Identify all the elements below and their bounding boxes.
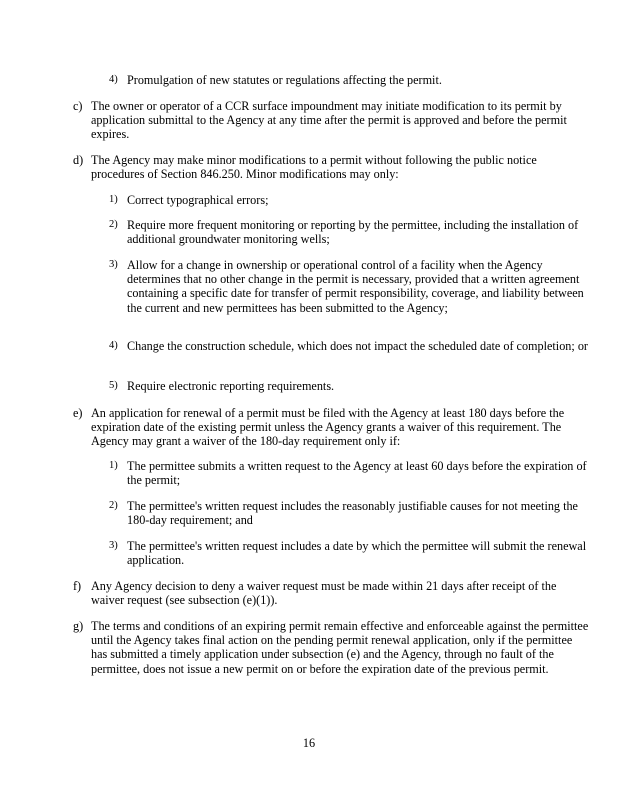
list-item	[109, 339, 591, 353]
list-item	[109, 459, 591, 487]
list-item	[109, 258, 591, 315]
list-item	[109, 379, 591, 393]
page-number: 16	[302, 736, 316, 750]
item-text: Require more frequent monitoring or reporting by the permittee, including the installation of additional groundwater monitoring wells;	[127, 218, 579, 247]
item-label: 4)	[109, 340, 118, 351]
item-text: Require electronic reporting requirements.	[127, 379, 335, 393]
item-label: 1)	[109, 194, 118, 205]
item-text: Change the construction schedule, which does not impact the scheduled date of completion; or	[127, 339, 588, 353]
item-text: Correct typographical errors;	[127, 193, 269, 207]
item-label: d)	[73, 153, 84, 167]
list-item	[73, 153, 591, 181]
list-item	[109, 193, 591, 207]
item-text: The terms and conditions of an expiring permit remain effective and enforceable against the permittee until the Agency takes final action on the pending permit renewal application, only if the permittee has submitted a timely application under subsection (e) and the Agency, through no fault of the permittee, does not issue a new permit on or before the expiration date of the previous permit.	[91, 619, 589, 676]
item-label: c)	[73, 99, 83, 113]
item-text: An application for renewal of a permit must be filed with the Agency at least 180 days before the expiration date of the existing permit unless the Agency grants a waiver of this requirement. The Agency may grant a waiver of the 180-day requirement only if:	[91, 406, 565, 449]
item-text: The permittee's written request includes the reasonably justifiable causes for not meeting the 180-day requirement; and	[127, 499, 578, 528]
item-label: 5)	[109, 380, 118, 391]
list-item	[109, 499, 591, 527]
item-label: 3)	[109, 540, 118, 551]
item-label: f)	[73, 579, 82, 593]
list-item	[73, 406, 591, 449]
item-text: The permittee's written request includes a date by which the permittee will submit the renewal application.	[127, 539, 587, 568]
item-text: The permittee submits a written request to the Agency at least 60 days before the expiration of the permit;	[127, 459, 587, 488]
list-item	[109, 218, 591, 246]
item-label: 3)	[109, 259, 118, 270]
item-text: Any Agency decision to deny a waiver request must be made within 21 days after receipt of the waiver request (see subsection (e)(1)).	[91, 579, 557, 608]
list-item	[109, 73, 591, 87]
item-label: e)	[73, 406, 83, 420]
item-label: 2)	[109, 219, 118, 230]
item-text: Promulgation of new statutes or regulations affecting the permit.	[127, 73, 442, 87]
item-label: 2)	[109, 500, 118, 511]
list-item	[109, 539, 591, 567]
item-text: The Agency may make minor modifications to a permit without following the public notice procedures of Section 846.250. Minor modifications may only:	[91, 153, 537, 182]
item-label: 4)	[109, 74, 118, 85]
list-item	[73, 99, 591, 142]
item-text: The owner or operator of a CCR surface impoundment may initiate modification to its permit by application submittal to the Agency at any time after the permit is approved and before the permit expires.	[91, 99, 567, 142]
item-label: g)	[73, 619, 84, 633]
item-text: Allow for a change in ownership or operational control of a facility when the Agency determines that no other change in the permit is necessary, provided that a written agreement containing a specific date for transfer of permit responsibility, coverage, and liability between the current and new permittees has been submitted to the Agency;	[127, 258, 584, 315]
list-item	[73, 579, 591, 607]
item-label: 1)	[109, 460, 118, 471]
list-item	[73, 619, 591, 676]
